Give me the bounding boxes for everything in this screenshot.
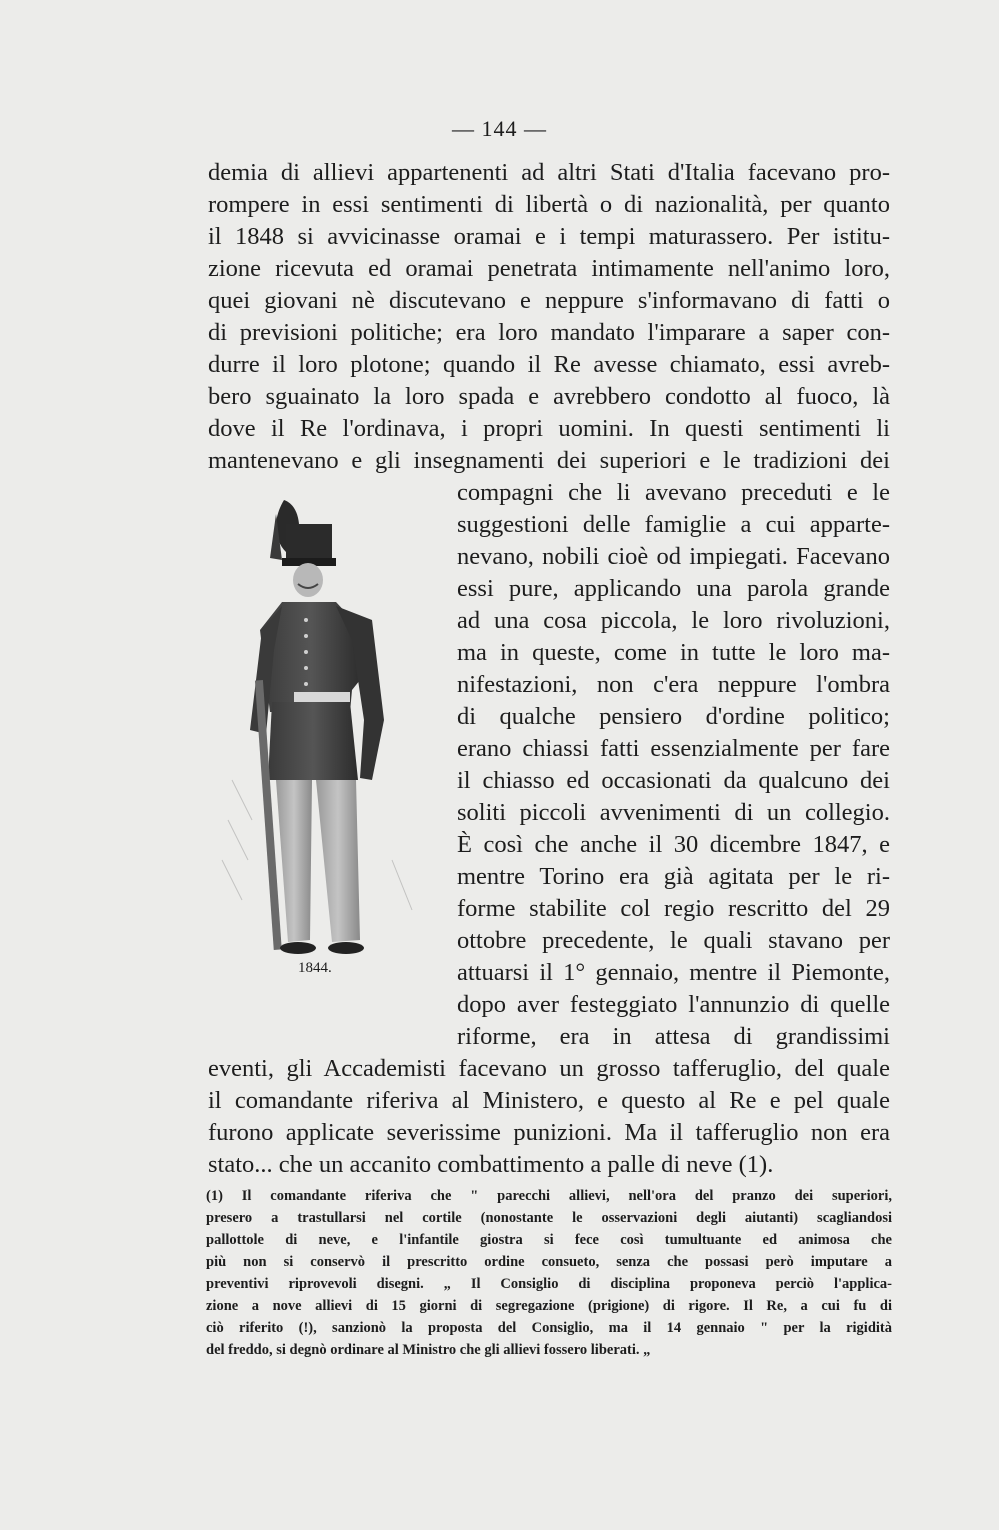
text-line: riforme, era in attesa di grandissimi — [457, 1023, 890, 1050]
text-line: il comandante riferiva al Ministero, e questo al Re e pel quale — [208, 1087, 890, 1114]
text-line: ma in queste, come in tutte le loro ma- — [457, 639, 890, 666]
cadet-illustration — [212, 480, 448, 960]
text-line: di qualche pensiero d'ordine politico; — [457, 703, 890, 730]
text-line: attuarsi il 1° gennaio, mentre il Piemonte, — [457, 959, 890, 986]
text-line: dopo aver festeggiato l'annunzio di quelle — [457, 991, 890, 1018]
footnote-line: del freddo, si degnò ordinare al Ministro che gli allievi fossero liberati. „ — [206, 1342, 651, 1358]
text-line: essi pure, applicando una parola grande — [457, 575, 890, 602]
footnote-line: ciò riferito (!), sanzionò la proposta del Consiglio, ma il 14 gennaio " per la rigidità — [206, 1320, 892, 1336]
figure-caption: 1844. — [298, 960, 332, 976]
text-line: bero sguainato la loro spada e avrebbero condotto al fuoco, là — [208, 383, 890, 410]
text-line: nevano, nobili cioè od impiegati. Facevano — [457, 543, 890, 570]
text-line: zione ricevuta ed oramai penetrata intimamente nell'animo loro, — [208, 255, 890, 282]
text-line: nifestazioni, non c'era neppure l'ombra — [457, 671, 890, 698]
text-line: forme stabilite col regio rescritto del 29 — [457, 895, 890, 922]
footnote-line: più non si conservò il prescritto ordine consueto, senza che possasi però imputare a — [206, 1254, 892, 1270]
text-line: rompere in essi sentimenti di libertà o di nazionalità, per quanto — [208, 191, 890, 218]
footnote-line: (1) Il comandante riferiva che " parecchi allievi, nell'ora del pranzo dei superiori, — [206, 1188, 892, 1204]
text-line: il chiasso ed occasionati da qualcuno dei — [457, 767, 890, 794]
text-line: erano chiassi fatti essenzialmente per fare — [457, 735, 890, 762]
text-line: stato... che un accanito combattimento a palle di neve (1). — [208, 1151, 774, 1178]
text-line: compagni che li avevano preceduti e le — [457, 479, 890, 506]
text-line: furono applicate severissime punizioni. Ma il tafferuglio non era — [208, 1119, 890, 1146]
footnote-line: zione a nove allievi di 15 giorni di segregazione (prigione) di rigore. Il Re, a cui fu di — [206, 1298, 892, 1314]
text-line: suggestioni delle famiglie a cui apparte- — [457, 511, 890, 538]
page-number: — 144 — — [452, 116, 547, 141]
text-line: ottobre precedente, le quali stavano per — [457, 927, 890, 954]
text-line: demia di allievi appartenenti ad altri Stati d'Italia facevano pro- — [208, 159, 890, 186]
text-line: durre il loro plotone; quando il Re avesse chiamato, essi avreb- — [208, 351, 890, 378]
text-line: soliti piccoli avvenimenti di un collegio. — [457, 799, 890, 826]
text-line: mentre Torino era già agitata per le ri- — [457, 863, 890, 890]
text-line: È così che anche il 30 dicembre 1847, e — [457, 831, 890, 858]
footnote-line: preventivi riprovevoli disegni. „ Il Consiglio di disciplina proponeva perciò l'applica- — [206, 1276, 892, 1292]
text-line: il 1848 si avvicinasse oramai e i tempi maturassero. Per istitu- — [208, 223, 890, 250]
text-line: quei giovani nè discutevano e neppure s'informavano di fatti o — [208, 287, 890, 314]
text-line: di previsioni politiche; era loro mandato l'imparare a saper con- — [208, 319, 890, 346]
text-line: eventi, gli Accademisti facevano un grosso tafferuglio, del quale — [208, 1055, 890, 1082]
footnote-line: pallottole di neve, e l'infantile giostra si fece così tumultuante ed animosa che — [206, 1232, 892, 1248]
text-line: dove il Re l'ordinava, i propri uomini. In questi sentimenti li — [208, 415, 890, 442]
text-line: ad una cosa piccola, le loro rivoluzioni, — [457, 607, 890, 634]
footnote-line: presero a trastullarsi nel cortile (nonostante le osservazioni degli aiutanti) scagliandosi — [206, 1210, 892, 1226]
text-line: mantenevano e gli insegnamenti dei superiori e le tradizioni dei — [208, 447, 890, 474]
